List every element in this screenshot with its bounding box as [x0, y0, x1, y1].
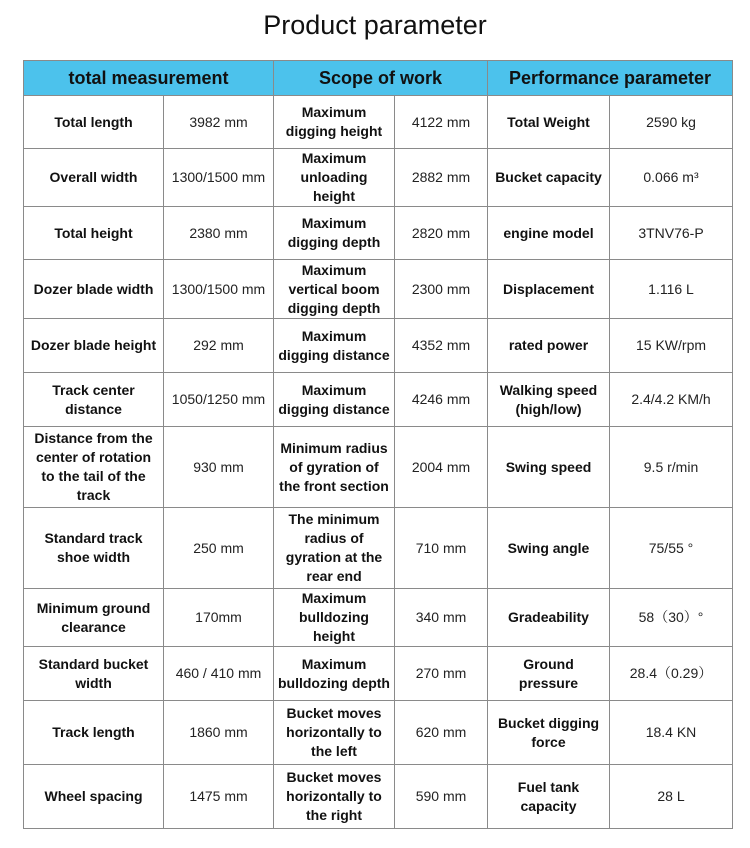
measurement-value: 1300/1500 mm	[164, 149, 274, 207]
table-row	[24, 427, 733, 508]
measurement-name: Overall width	[24, 149, 164, 207]
performance-name: Bucket capacity	[488, 149, 610, 207]
performance-value: 28 L	[610, 765, 733, 829]
work-name: Bucket moves horizontally to the left	[274, 701, 395, 765]
work-value: 2820 mm	[395, 207, 488, 260]
table-row	[24, 149, 733, 207]
performance-name: Bucket digging force	[488, 701, 610, 765]
measurement-name: Track center distance	[24, 373, 164, 427]
work-value: 4246 mm	[395, 373, 488, 427]
measurement-value: 292 mm	[164, 319, 274, 373]
measurement-value: 2380 mm	[164, 207, 274, 260]
performance-value: 15 KW/rpm	[610, 319, 733, 373]
measurement-value: 1050/1250 mm	[164, 373, 274, 427]
performance-name: Swing speed	[488, 427, 610, 508]
measurement-value: 1300/1500 mm	[164, 260, 274, 319]
table-row	[24, 701, 733, 765]
performance-name: Walking speed (high/low)	[488, 373, 610, 427]
performance-value: 75/55 °	[610, 508, 733, 589]
work-value: 710 mm	[395, 508, 488, 589]
performance-name: engine model	[488, 207, 610, 260]
measurement-name: Standard track shoe width	[24, 508, 164, 589]
header-total-measurement: total measurement	[24, 61, 274, 96]
measurement-name: Distance from the center of rotation to the tail of the track	[24, 427, 164, 508]
work-value: 2004 mm	[395, 427, 488, 508]
measurement-value: 1860 mm	[164, 701, 274, 765]
measurement-value: 1475 mm	[164, 765, 274, 829]
measurement-value: 930 mm	[164, 427, 274, 508]
performance-value: 18.4 KN	[610, 701, 733, 765]
measurement-value: 250 mm	[164, 508, 274, 589]
measurement-value: 3982 mm	[164, 96, 274, 149]
performance-value: 58（30）°	[610, 589, 733, 647]
work-name: Minimum radius of gyration of the front section	[274, 427, 395, 508]
work-name: Maximum bulldozing depth	[274, 647, 395, 701]
work-value: 4352 mm	[395, 319, 488, 373]
performance-value: 1.116 L	[610, 260, 733, 319]
work-value: 590 mm	[395, 765, 488, 829]
table-row	[24, 508, 733, 589]
page-title: Product parameter	[263, 10, 487, 40]
performance-value: 2590 kg	[610, 96, 733, 149]
table-row	[24, 589, 733, 647]
work-value: 270 mm	[395, 647, 488, 701]
work-name: Maximum unloading height	[274, 149, 395, 207]
work-name: Maximum bulldozing height	[274, 589, 395, 647]
performance-name: Displacement	[488, 260, 610, 319]
measurement-name: Standard bucket width	[24, 647, 164, 701]
table-row	[24, 765, 733, 829]
work-value: 2300 mm	[395, 260, 488, 319]
measurement-name: Total length	[24, 96, 164, 149]
measurement-name: Track length	[24, 701, 164, 765]
work-name: Bucket moves horizontally to the right	[274, 765, 395, 829]
header-scope-of-work: Scope of work	[274, 61, 488, 96]
performance-name: rated power	[488, 319, 610, 373]
work-value: 2882 mm	[395, 149, 488, 207]
measurement-name: Dozer blade width	[24, 260, 164, 319]
performance-name: Gradeability	[488, 589, 610, 647]
performance-value: 9.5 r/min	[610, 427, 733, 508]
performance-value: 2.4/4.2 KM/h	[610, 373, 733, 427]
performance-name: Swing angle	[488, 508, 610, 589]
work-name: Maximum digging height	[274, 96, 395, 149]
work-name: The minimum radius of gyration at the rear end	[274, 508, 395, 589]
work-name: Maximum digging distance	[274, 373, 395, 427]
performance-value: 0.066 m³	[610, 149, 733, 207]
table-row	[24, 260, 733, 319]
performance-value: 3TNV76-P	[610, 207, 733, 260]
table-row	[24, 319, 733, 373]
performance-value: 28.4（0.29）	[610, 647, 733, 701]
measurement-name: Dozer blade height	[24, 319, 164, 373]
parameter-table	[23, 60, 733, 829]
table-header-row	[24, 61, 733, 96]
work-value: 620 mm	[395, 701, 488, 765]
table-row	[24, 373, 733, 427]
work-name: Maximum vertical boom digging depth	[274, 260, 395, 319]
table-row	[24, 647, 733, 701]
measurement-name: Total height	[24, 207, 164, 260]
performance-name: Ground pressure	[488, 647, 610, 701]
work-name: Maximum digging depth	[274, 207, 395, 260]
work-value: 340 mm	[395, 589, 488, 647]
measurement-name: Wheel spacing	[24, 765, 164, 829]
performance-name: Fuel tank capacity	[488, 765, 610, 829]
measurement-value: 460 / 410 mm	[164, 647, 274, 701]
work-name: Maximum digging distance	[274, 319, 395, 373]
table-row	[24, 207, 733, 260]
header-performance-parameter: Performance parameter	[488, 61, 733, 96]
performance-name: Total Weight	[488, 96, 610, 149]
measurement-value: 170mm	[164, 589, 274, 647]
measurement-name: Minimum ground clearance	[24, 589, 164, 647]
table-row	[24, 96, 733, 149]
work-value: 4122 mm	[395, 96, 488, 149]
